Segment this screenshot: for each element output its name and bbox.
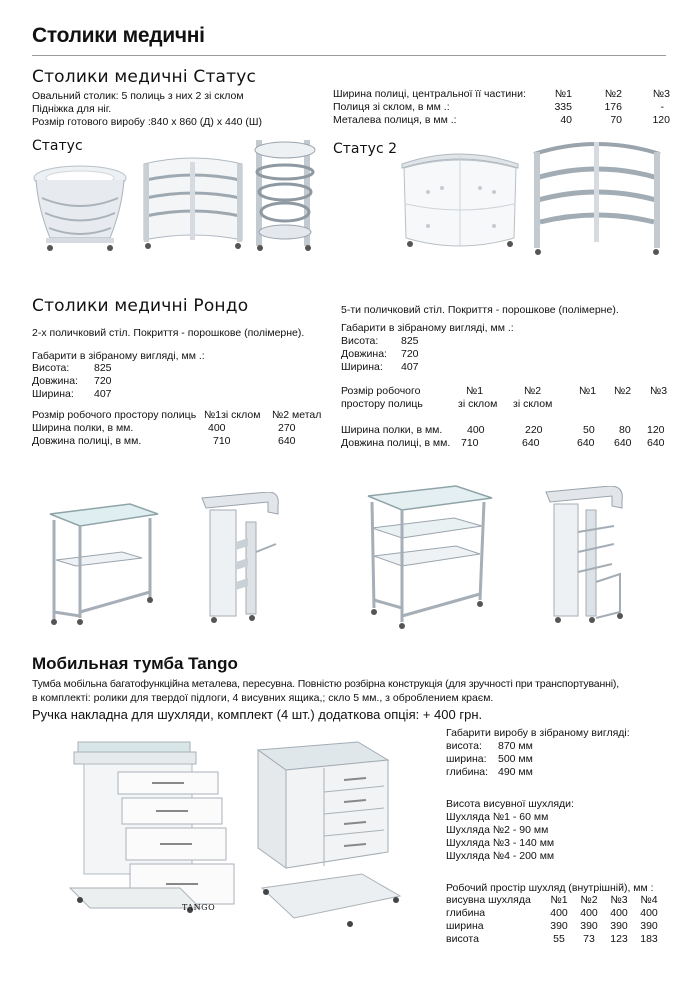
rondo-left-desc: 2-х поличковий стіл. Покриття - порошкове (полімерне). [32,327,305,339]
tango-photo-caption: TANGO [182,903,216,912]
status-title: Столики медичні Статус [32,67,257,87]
table-row: Довжина полиці, в мм. 710 640 [32,435,296,447]
list-item: Шухляда №4 - 200 мм [446,850,555,862]
rondo-right-col-sub: зі склом [458,398,498,410]
tango-closed-photo [254,738,414,938]
tango-option: Ручка накладна для шухляди, комплект (4 шт.) додаткова опція: + 400 грн. [32,707,483,722]
list-item: Шухляда №2 - 90 мм [446,824,549,836]
rondo-5shelf-side-photo [540,486,630,628]
status-desc-line: Розмір готового виробу :840 х 860 (Д) х 440 (Ш) [32,116,263,128]
table-row: Висота: 825 [32,362,112,374]
table-row: Довжина: 720 [32,375,112,387]
rondo-left-work-header: Розмір робочого простору полиць [32,409,197,421]
rondo-right-cell: 640 [647,437,665,449]
rondo-right-dims [341,335,419,374]
list-item: Шухляда №1 - 60 мм [446,811,549,823]
status-desc-line: Овальний столик: 5 полиць з них 2 зі склом [32,90,244,102]
rondo-right-cell: 710 [461,437,479,449]
rondo-right-col: №1 [466,385,484,397]
rondo-right-desc: 5-ти поличковий стіл. Покриття - порошкове (полімерне). [341,304,619,316]
rondo-right-cell: 640 [577,437,595,449]
rondo-5shelf-photo [364,484,496,630]
status-col-header: №1 [554,88,572,100]
table-row: Висота: 825 [341,335,419,347]
tango-work-title: Робочий простір шухляд (внутрішній), мм : [446,882,654,894]
table-row: Металева полиця, в мм .: 40 70 120 [333,114,670,126]
table-row: висота 55 73 123 183 [446,933,658,945]
rondo-right-row-label: Ширина полки, в мм. [341,424,443,436]
status-photo-label: Статус [32,138,83,154]
rondo-right-dims-title: Габарити в зібраному вигляді, мм .: [341,322,514,334]
tango-desc-line: Тумба мобільна багатофункційна металева, пересувна. Повністю розбірна конструкція (для зручності при транспортуванні), [32,678,620,690]
rondo-right-col: №1 [579,385,597,397]
list-item: Шухляда №3 - 140 мм [446,837,555,849]
tango-dims [446,740,533,779]
rondo-left-dims [32,362,112,401]
status-cart-back-photo [138,154,248,252]
tango-title: Мобильная тумба Tango [32,654,238,673]
rondo-right-col: №3 [650,385,668,397]
table-row: глибина 400 400 400 400 [446,907,658,919]
tango-open-photo [60,738,240,918]
rondo-right-cell: 400 [467,424,485,436]
table-row: глибина: 490 мм [446,766,533,778]
rondo-right-work-header: Розмір робочого [341,385,421,397]
rondo-right-col: №2 [614,385,632,397]
tango-desc-line: в комплекті: ролики для твердої підлоги, 4 висувних ящика,; скло 5 мм., з оброблением краєм. [32,692,494,704]
rondo-right-cell: 50 [583,424,595,436]
status-shelf-table [333,88,670,127]
table-row: Довжина: 720 [341,348,419,360]
rondo-right-work-header: простору полиць [341,398,423,410]
status-cart-side-photo [252,136,318,254]
table-row: висота: 870 мм [446,740,533,752]
table-row: ширина 390 390 390 390 [446,920,658,932]
table-row: Ширина полки, в мм. 400 270 [32,422,296,434]
status-col-header: №2 [604,88,622,100]
table-row: ширина: 500 мм [446,753,533,765]
rondo-right-cell: 80 [619,424,631,436]
status-table-header: Ширина полиці, центральної її частини: [333,88,526,100]
table-row: Ширина: 407 [341,361,419,373]
page-title: Столики медичні [32,24,205,47]
status2-photo-label: Статус 2 [333,141,398,157]
rondo-right-row-label: Довжина полиці, в мм. [341,437,451,449]
rondo-left-dims-title: Габарити в зібраному вигляді, мм .: [32,350,205,362]
status2-cart-photo [398,142,522,262]
rondo-right-cell: 120 [647,424,665,436]
table-row: Ширина: 407 [32,388,112,400]
status-cart-photo [28,158,130,258]
rondo-right-cell: 640 [614,437,632,449]
tango-dims-title: Габарити виробу в зібраному вигляді: [446,727,630,739]
rondo-right-cell: 640 [522,437,540,449]
status2-cart-back-photo [530,138,664,258]
rondo-right-col-sub: зі склом [513,398,553,410]
rondo-left-work-table: Розмір робочого простору полиць №1зі склом №2 метал Ширина полки, в мм. 400 270 Довжина полиці, в мм. 710 640 [32,409,322,447]
tango-drawer-title: Висота висувної шухляди: [446,798,574,810]
status-desc-line: Підніжка для ніг. [32,103,112,115]
status-col-header: №3 [652,88,670,100]
rondo-2shelf-photo [46,500,162,628]
title-divider [32,55,666,56]
tango-work-table: висувна шухляда №1 №2 №3 №4 глибина 400 400 400 400 ширина 390 390 390 390 висота 55 73 123 183 [446,894,664,946]
rondo-2shelf-side-photo [196,492,282,628]
rondo-title: Столики медичні Рондо [32,296,249,316]
tango-work-head-label: висувна шухляда [446,894,531,906]
table-row: Полиця зі склом, в мм .: 335 176 - [333,101,664,113]
rondo-right-cell: 220 [525,424,543,436]
rondo-right-col: №2 [524,385,542,397]
